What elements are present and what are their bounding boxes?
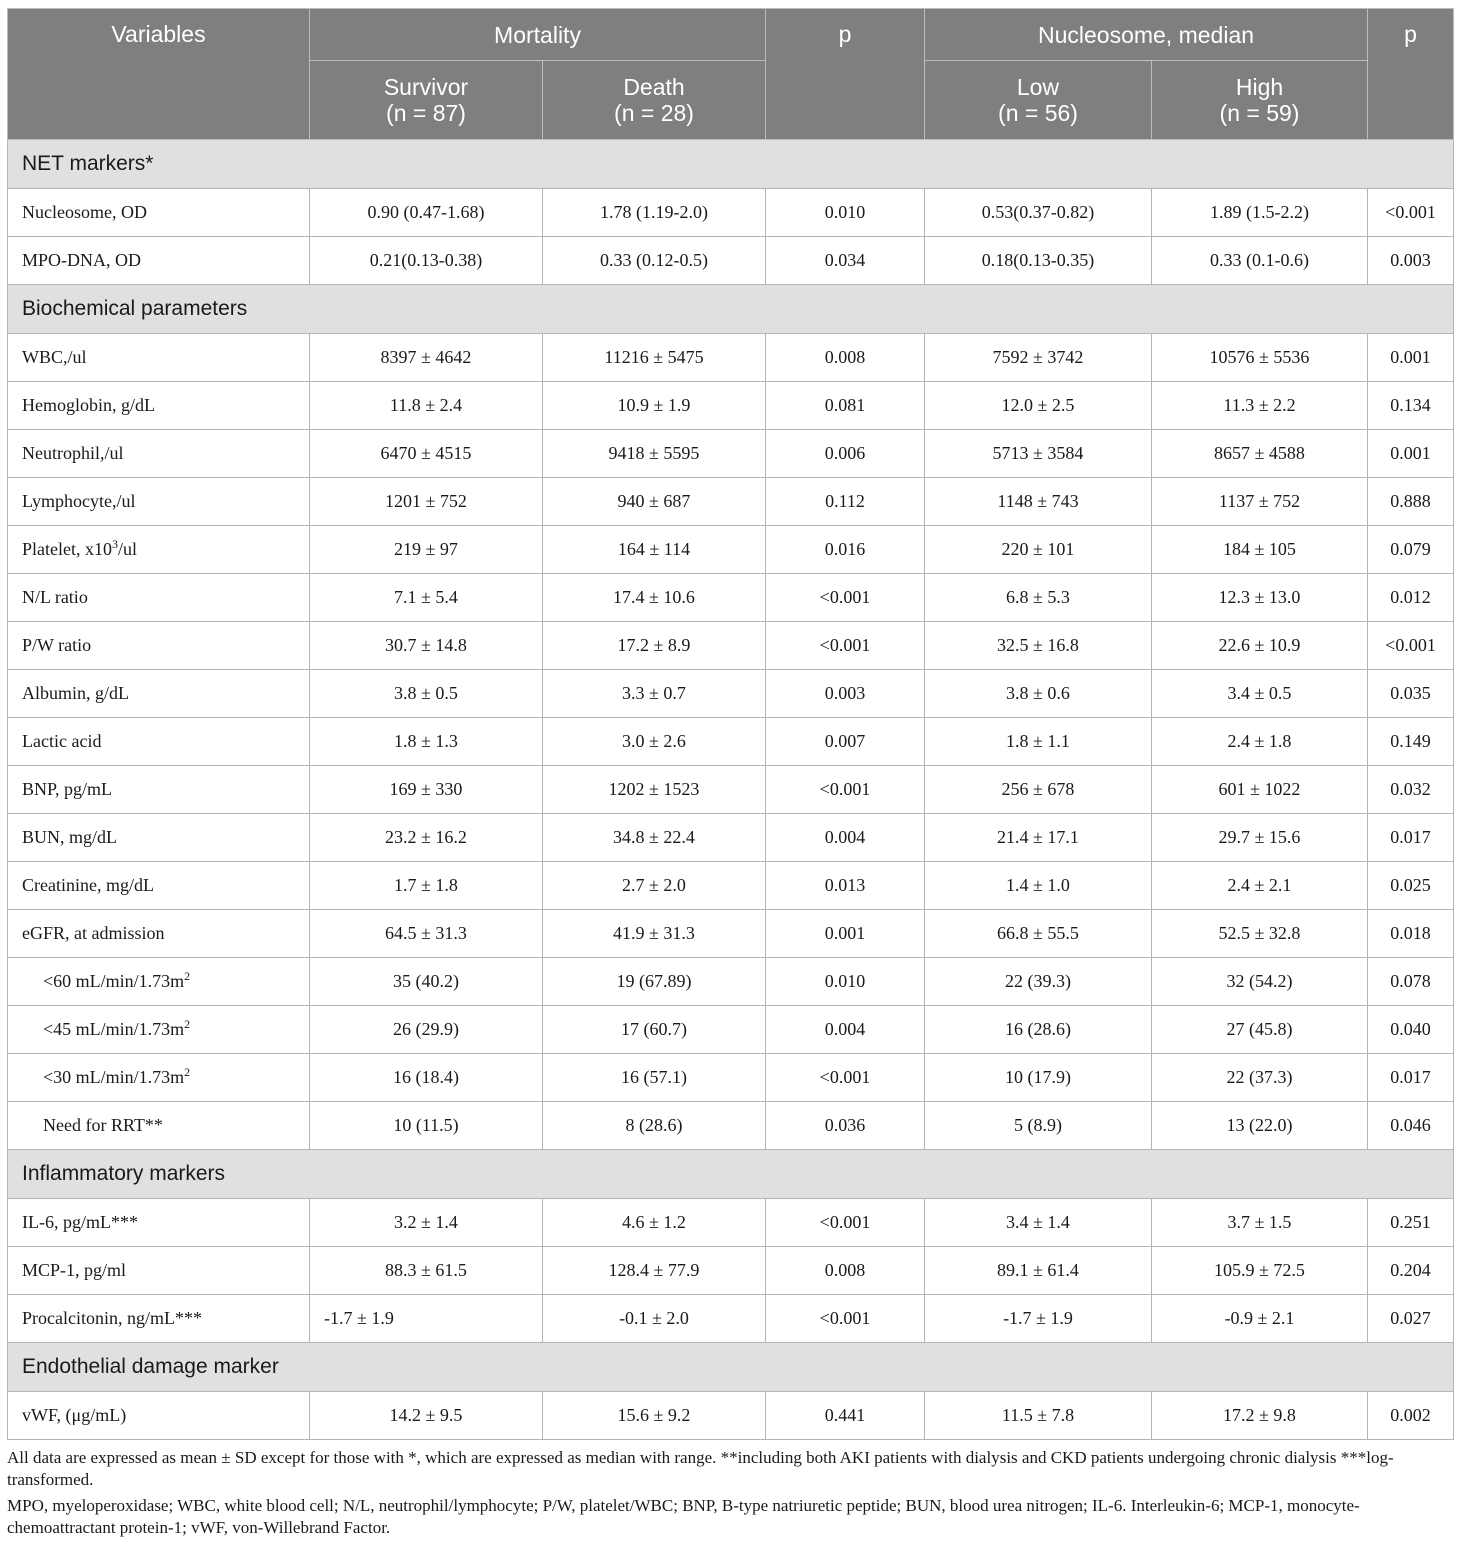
row-label-text: WBC,/ul xyxy=(22,347,87,367)
cell-p1: 0.441 xyxy=(766,1392,925,1440)
cell-low: 32.5 ± 16.8 xyxy=(925,622,1152,670)
cell-survivor: 1.7 ± 1.8 xyxy=(310,862,543,910)
row-label xyxy=(8,622,310,670)
cell-high: 29.7 ± 15.6 xyxy=(1152,814,1368,862)
cell-death: 9418 ± 5595 xyxy=(543,430,766,478)
cell-death: 17.2 ± 8.9 xyxy=(543,622,766,670)
row-label xyxy=(8,430,310,478)
cell-p2: 0.001 xyxy=(1368,334,1454,382)
cell-p2: 0.017 xyxy=(1368,814,1454,862)
row-label-text: P/W ratio xyxy=(22,635,92,655)
header-p-nucleosome: p xyxy=(1368,9,1454,140)
cell-survivor: 0.21(0.13-0.38) xyxy=(310,237,543,285)
cell-p2: 0.888 xyxy=(1368,478,1454,526)
cell-survivor: 88.3 ± 61.5 xyxy=(310,1247,543,1295)
cell-survivor: 1.8 ± 1.3 xyxy=(310,718,543,766)
table-row xyxy=(8,910,1454,958)
row-label xyxy=(8,1295,310,1343)
cell-low: 6.8 ± 5.3 xyxy=(925,574,1152,622)
cell-high: 8657 ± 4588 xyxy=(1152,430,1368,478)
cell-p1: <0.001 xyxy=(766,1295,925,1343)
cell-high: 2.4 ± 1.8 xyxy=(1152,718,1368,766)
section-title: Inflammatory markers xyxy=(8,1150,1454,1199)
header-high xyxy=(1152,61,1368,140)
cell-low: 10 (17.9) xyxy=(925,1054,1152,1102)
cell-low: 1148 ± 743 xyxy=(925,478,1152,526)
cell-p1: 0.010 xyxy=(766,189,925,237)
row-label-text: eGFR, at admission xyxy=(22,923,165,943)
row-label-text: Need for RRT** xyxy=(43,1115,163,1135)
cell-survivor: 30.7 ± 14.8 xyxy=(310,622,543,670)
row-label-text: <30 mL/min/1.73m xyxy=(43,1067,185,1087)
cell-high: 22 (37.3) xyxy=(1152,1054,1368,1102)
cell-high: 601 ± 1022 xyxy=(1152,766,1368,814)
cell-p1: 0.006 xyxy=(766,430,925,478)
table-row xyxy=(8,1199,1454,1247)
cell-survivor: 35 (40.2) xyxy=(310,958,543,1006)
cell-death: 17 (60.7) xyxy=(543,1006,766,1054)
header-variables: Variables xyxy=(8,9,310,140)
header-death-label: Death xyxy=(623,74,685,100)
row-label-text: MPO-DNA, OD xyxy=(22,250,142,270)
cell-p2: 0.204 xyxy=(1368,1247,1454,1295)
row-label-suffix: /ul xyxy=(117,539,137,559)
cell-p1: 0.036 xyxy=(766,1102,925,1150)
row-label-superscript: 2 xyxy=(184,969,191,983)
cell-low: -1.7 ± 1.9 xyxy=(925,1295,1152,1343)
row-label xyxy=(8,718,310,766)
section-header-row xyxy=(8,140,1454,189)
row-label xyxy=(8,1102,310,1150)
row-label-text: BUN, mg/dL xyxy=(22,827,118,847)
row-label-text: Lactic acid xyxy=(22,731,102,751)
row-label xyxy=(8,670,310,718)
footnotes xyxy=(7,1447,1453,1539)
results-table xyxy=(7,8,1454,1440)
cell-p1: 0.034 xyxy=(766,237,925,285)
header-row-1 xyxy=(8,9,1454,61)
row-label-text: <60 mL/min/1.73m xyxy=(43,971,185,991)
cell-high: -0.9 ± 2.1 xyxy=(1152,1295,1368,1343)
table-row xyxy=(8,670,1454,718)
row-label xyxy=(8,574,310,622)
cell-low: 21.4 ± 17.1 xyxy=(925,814,1152,862)
cell-p1: 0.112 xyxy=(766,478,925,526)
cell-high: 17.2 ± 9.8 xyxy=(1152,1392,1368,1440)
cell-p2: 0.032 xyxy=(1368,766,1454,814)
cell-death: 2.7 ± 2.0 xyxy=(543,862,766,910)
cell-high: 2.4 ± 2.1 xyxy=(1152,862,1368,910)
header-high-label: High xyxy=(1235,74,1284,100)
row-label xyxy=(8,1247,310,1295)
table-row xyxy=(8,1392,1454,1440)
cell-low: 11.5 ± 7.8 xyxy=(925,1392,1152,1440)
cell-survivor: -1.7 ± 1.9 xyxy=(310,1295,543,1343)
cell-survivor: 14.2 ± 9.5 xyxy=(310,1392,543,1440)
cell-high: 13 (22.0) xyxy=(1152,1102,1368,1150)
header-death xyxy=(543,61,766,140)
table-row xyxy=(8,862,1454,910)
cell-p2: 0.027 xyxy=(1368,1295,1454,1343)
table-row xyxy=(8,958,1454,1006)
cell-low: 3.4 ± 1.4 xyxy=(925,1199,1152,1247)
cell-death: 11216 ± 5475 xyxy=(543,334,766,382)
section-header-row xyxy=(8,1343,1454,1392)
cell-survivor: 169 ± 330 xyxy=(310,766,543,814)
table-row xyxy=(8,526,1454,574)
cell-high: 27 (45.8) xyxy=(1152,1006,1368,1054)
table-row xyxy=(8,1006,1454,1054)
cell-p2: 0.025 xyxy=(1368,862,1454,910)
cell-death: 8 (28.6) xyxy=(543,1102,766,1150)
table-row xyxy=(8,814,1454,862)
row-label-text: Platelet, x10 xyxy=(22,539,112,559)
row-label-superscript: 2 xyxy=(184,1017,191,1031)
cell-p2: <0.001 xyxy=(1368,189,1454,237)
cell-low: 16 (28.6) xyxy=(925,1006,1152,1054)
row-label xyxy=(8,334,310,382)
cell-death: 1202 ± 1523 xyxy=(543,766,766,814)
cell-high: 52.5 ± 32.8 xyxy=(1152,910,1368,958)
cell-survivor: 8397 ± 4642 xyxy=(310,334,543,382)
cell-p1: <0.001 xyxy=(766,1054,925,1102)
cell-p1: <0.001 xyxy=(766,622,925,670)
header-mortality: Mortality xyxy=(310,9,766,61)
cell-high: 1137 ± 752 xyxy=(1152,478,1368,526)
cell-high: 10576 ± 5536 xyxy=(1152,334,1368,382)
cell-p1: <0.001 xyxy=(766,1199,925,1247)
table-row xyxy=(8,1102,1454,1150)
table-row xyxy=(8,189,1454,237)
cell-p2: 0.002 xyxy=(1368,1392,1454,1440)
cell-high: 11.3 ± 2.2 xyxy=(1152,382,1368,430)
cell-high: 0.33 (0.1-0.6) xyxy=(1152,237,1368,285)
table-row xyxy=(8,622,1454,670)
cell-survivor: 26 (29.9) xyxy=(310,1006,543,1054)
row-label xyxy=(8,1199,310,1247)
footnote-2: MPO, myeloperoxidase; WBC, white blood cell; N/L, neutrophil/lymphocyte; P/W, platelet/WBC; BNP, B-type natriuretic peptide; BUN, blood urea nitrogen; IL-6. Interleukin-6; MCP-1, monocyte- chemoattractant protein-1; vWF, von-Willebrand Factor. xyxy=(7,1496,1360,1537)
row-label-text: N/L ratio xyxy=(22,587,88,607)
header-nucleosome-median: Nucleosome, median xyxy=(925,9,1368,61)
cell-death: 19 (67.89) xyxy=(543,958,766,1006)
row-label xyxy=(8,1392,310,1440)
row-label xyxy=(8,910,310,958)
cell-death: 128.4 ± 77.9 xyxy=(543,1247,766,1295)
row-label xyxy=(8,237,310,285)
cell-death: 3.3 ± 0.7 xyxy=(543,670,766,718)
cell-high: 12.3 ± 13.0 xyxy=(1152,574,1368,622)
row-label xyxy=(8,382,310,430)
cell-p2: 0.035 xyxy=(1368,670,1454,718)
cell-death: 17.4 ± 10.6 xyxy=(543,574,766,622)
cell-survivor: 6470 ± 4515 xyxy=(310,430,543,478)
cell-survivor: 16 (18.4) xyxy=(310,1054,543,1102)
row-label xyxy=(8,1054,310,1102)
section-header-row xyxy=(8,285,1454,334)
row-label-text: MCP-1, pg/ml xyxy=(22,1260,127,1280)
cell-p1: 0.008 xyxy=(766,334,925,382)
cell-low: 5 (8.9) xyxy=(925,1102,1152,1150)
row-label-text: Creatinine, mg/dL xyxy=(22,875,154,895)
cell-low: 220 ± 101 xyxy=(925,526,1152,574)
cell-p2: 0.134 xyxy=(1368,382,1454,430)
cell-survivor: 0.90 (0.47-1.68) xyxy=(310,189,543,237)
cell-high: 3.7 ± 1.5 xyxy=(1152,1199,1368,1247)
header-p-mortality: p xyxy=(766,9,925,140)
cell-p2: 0.149 xyxy=(1368,718,1454,766)
table-row xyxy=(8,478,1454,526)
cell-low: 256 ± 678 xyxy=(925,766,1152,814)
cell-low: 0.53(0.37-0.82) xyxy=(925,189,1152,237)
cell-death: 4.6 ± 1.2 xyxy=(543,1199,766,1247)
header-survivor-label: Survivor xyxy=(383,74,469,100)
cell-death: 15.6 ± 9.2 xyxy=(543,1392,766,1440)
row-label-text: Procalcitonin, ng/mL*** xyxy=(22,1308,202,1328)
row-label xyxy=(8,1006,310,1054)
cell-death: -0.1 ± 2.0 xyxy=(543,1295,766,1343)
header-high-n: (n = 59) xyxy=(1219,100,1300,126)
cell-low: 89.1 ± 61.4 xyxy=(925,1247,1152,1295)
row-label xyxy=(8,862,310,910)
header-low-n: (n = 56) xyxy=(998,100,1078,126)
row-label xyxy=(8,478,310,526)
cell-death: 34.8 ± 22.4 xyxy=(543,814,766,862)
row-label-superscript: 3 xyxy=(111,537,118,551)
cell-p1: 0.010 xyxy=(766,958,925,1006)
table-row xyxy=(8,430,1454,478)
row-label xyxy=(8,958,310,1006)
cell-p1: 0.008 xyxy=(766,1247,925,1295)
row-label-text: Albumin, g/dL xyxy=(22,683,129,703)
table-row xyxy=(8,237,1454,285)
cell-survivor: 219 ± 97 xyxy=(310,526,543,574)
cell-high: 1.89 (1.5-2.2) xyxy=(1152,189,1368,237)
cell-death: 10.9 ± 1.9 xyxy=(543,382,766,430)
cell-p1: 0.004 xyxy=(766,1006,925,1054)
header-low xyxy=(925,61,1152,140)
cell-p2: 0.001 xyxy=(1368,430,1454,478)
table-row xyxy=(8,382,1454,430)
cell-death: 3.0 ± 2.6 xyxy=(543,718,766,766)
cell-p2: 0.078 xyxy=(1368,958,1454,1006)
cell-p2: 0.079 xyxy=(1368,526,1454,574)
header-survivor-n: (n = 87) xyxy=(386,100,466,126)
cell-p2: 0.018 xyxy=(1368,910,1454,958)
cell-p2: 0.040 xyxy=(1368,1006,1454,1054)
cell-survivor: 3.8 ± 0.5 xyxy=(310,670,543,718)
cell-p1: 0.004 xyxy=(766,814,925,862)
cell-death: 1.78 (1.19-2.0) xyxy=(543,189,766,237)
cell-high: 32 (54.2) xyxy=(1152,958,1368,1006)
cell-survivor: 10 (11.5) xyxy=(310,1102,543,1150)
cell-p1: 0.081 xyxy=(766,382,925,430)
cell-death: 41.9 ± 31.3 xyxy=(543,910,766,958)
cell-low: 66.8 ± 55.5 xyxy=(925,910,1152,958)
cell-low: 12.0 ± 2.5 xyxy=(925,382,1152,430)
table-row xyxy=(8,1295,1454,1343)
section-title: NET markers* xyxy=(8,140,1454,189)
cell-survivor: 64.5 ± 31.3 xyxy=(310,910,543,958)
row-label-text: Hemoglobin, g/dL xyxy=(22,395,155,415)
cell-p2: 0.046 xyxy=(1368,1102,1454,1150)
row-label xyxy=(8,766,310,814)
footnote-1: All data are expressed as mean ± SD except for those with *, which are expressed as median with range. **including both AKI patients with dialysis and CKD patients undergoing chronic dialysis ***log-transformed. xyxy=(7,1448,1394,1489)
cell-p1: <0.001 xyxy=(766,766,925,814)
cell-p2: 0.017 xyxy=(1368,1054,1454,1102)
cell-p2: <0.001 xyxy=(1368,622,1454,670)
cell-survivor: 23.2 ± 16.2 xyxy=(310,814,543,862)
cell-survivor: 3.2 ± 1.4 xyxy=(310,1199,543,1247)
cell-high: 184 ± 105 xyxy=(1152,526,1368,574)
cell-p2: 0.003 xyxy=(1368,237,1454,285)
cell-survivor: 7.1 ± 5.4 xyxy=(310,574,543,622)
row-label-superscript: 2 xyxy=(184,1065,191,1079)
cell-low: 5713 ± 3584 xyxy=(925,430,1152,478)
row-label-text: Nucleosome, OD xyxy=(22,202,147,222)
cell-p1: 0.003 xyxy=(766,670,925,718)
cell-p1: 0.013 xyxy=(766,862,925,910)
cell-low: 0.18(0.13-0.35) xyxy=(925,237,1152,285)
cell-high: 105.9 ± 72.5 xyxy=(1152,1247,1368,1295)
table-row xyxy=(8,766,1454,814)
cell-p1: <0.001 xyxy=(766,574,925,622)
table-row xyxy=(8,1247,1454,1295)
row-label-text: IL-6, pg/mL*** xyxy=(22,1212,138,1232)
cell-low: 7592 ± 3742 xyxy=(925,334,1152,382)
cell-death: 16 (57.1) xyxy=(543,1054,766,1102)
header-death-n: (n = 28) xyxy=(614,100,694,126)
row-label xyxy=(8,814,310,862)
cell-death: 940 ± 687 xyxy=(543,478,766,526)
cell-high: 22.6 ± 10.9 xyxy=(1152,622,1368,670)
cell-low: 3.8 ± 0.6 xyxy=(925,670,1152,718)
table-row xyxy=(8,718,1454,766)
cell-death: 164 ± 114 xyxy=(543,526,766,574)
row-label-text: vWF, (μg/mL) xyxy=(22,1405,127,1425)
row-label-text: <45 mL/min/1.73m xyxy=(43,1019,185,1039)
cell-low: 1.8 ± 1.1 xyxy=(925,718,1152,766)
cell-high: 3.4 ± 0.5 xyxy=(1152,670,1368,718)
table-row xyxy=(8,574,1454,622)
table-row xyxy=(8,1054,1454,1102)
cell-p1: 0.001 xyxy=(766,910,925,958)
cell-p1: 0.016 xyxy=(766,526,925,574)
row-label-text: BNP, pg/mL xyxy=(22,779,113,799)
section-title: Endothelial damage marker xyxy=(8,1343,1454,1392)
table-body xyxy=(8,140,1454,1440)
table-container xyxy=(7,8,1453,1543)
cell-low: 1.4 ± 1.0 xyxy=(925,862,1152,910)
header-survivor xyxy=(310,61,543,140)
row-label-text: Lymphocyte,/ul xyxy=(22,491,136,511)
cell-low: 22 (39.3) xyxy=(925,958,1152,1006)
row-label xyxy=(8,189,310,237)
section-header-row xyxy=(8,1150,1454,1199)
cell-survivor: 1201 ± 752 xyxy=(310,478,543,526)
cell-p2: 0.251 xyxy=(1368,1199,1454,1247)
cell-p1: 0.007 xyxy=(766,718,925,766)
cell-p2: 0.012 xyxy=(1368,574,1454,622)
row-label-text: Neutrophil,/ul xyxy=(22,443,124,463)
table-row xyxy=(8,334,1454,382)
row-label xyxy=(8,526,310,574)
header-low-label: Low xyxy=(1016,74,1060,100)
cell-death: 0.33 (0.12-0.5) xyxy=(543,237,766,285)
section-title: Biochemical parameters xyxy=(8,285,1454,334)
cell-survivor: 11.8 ± 2.4 xyxy=(310,382,543,430)
